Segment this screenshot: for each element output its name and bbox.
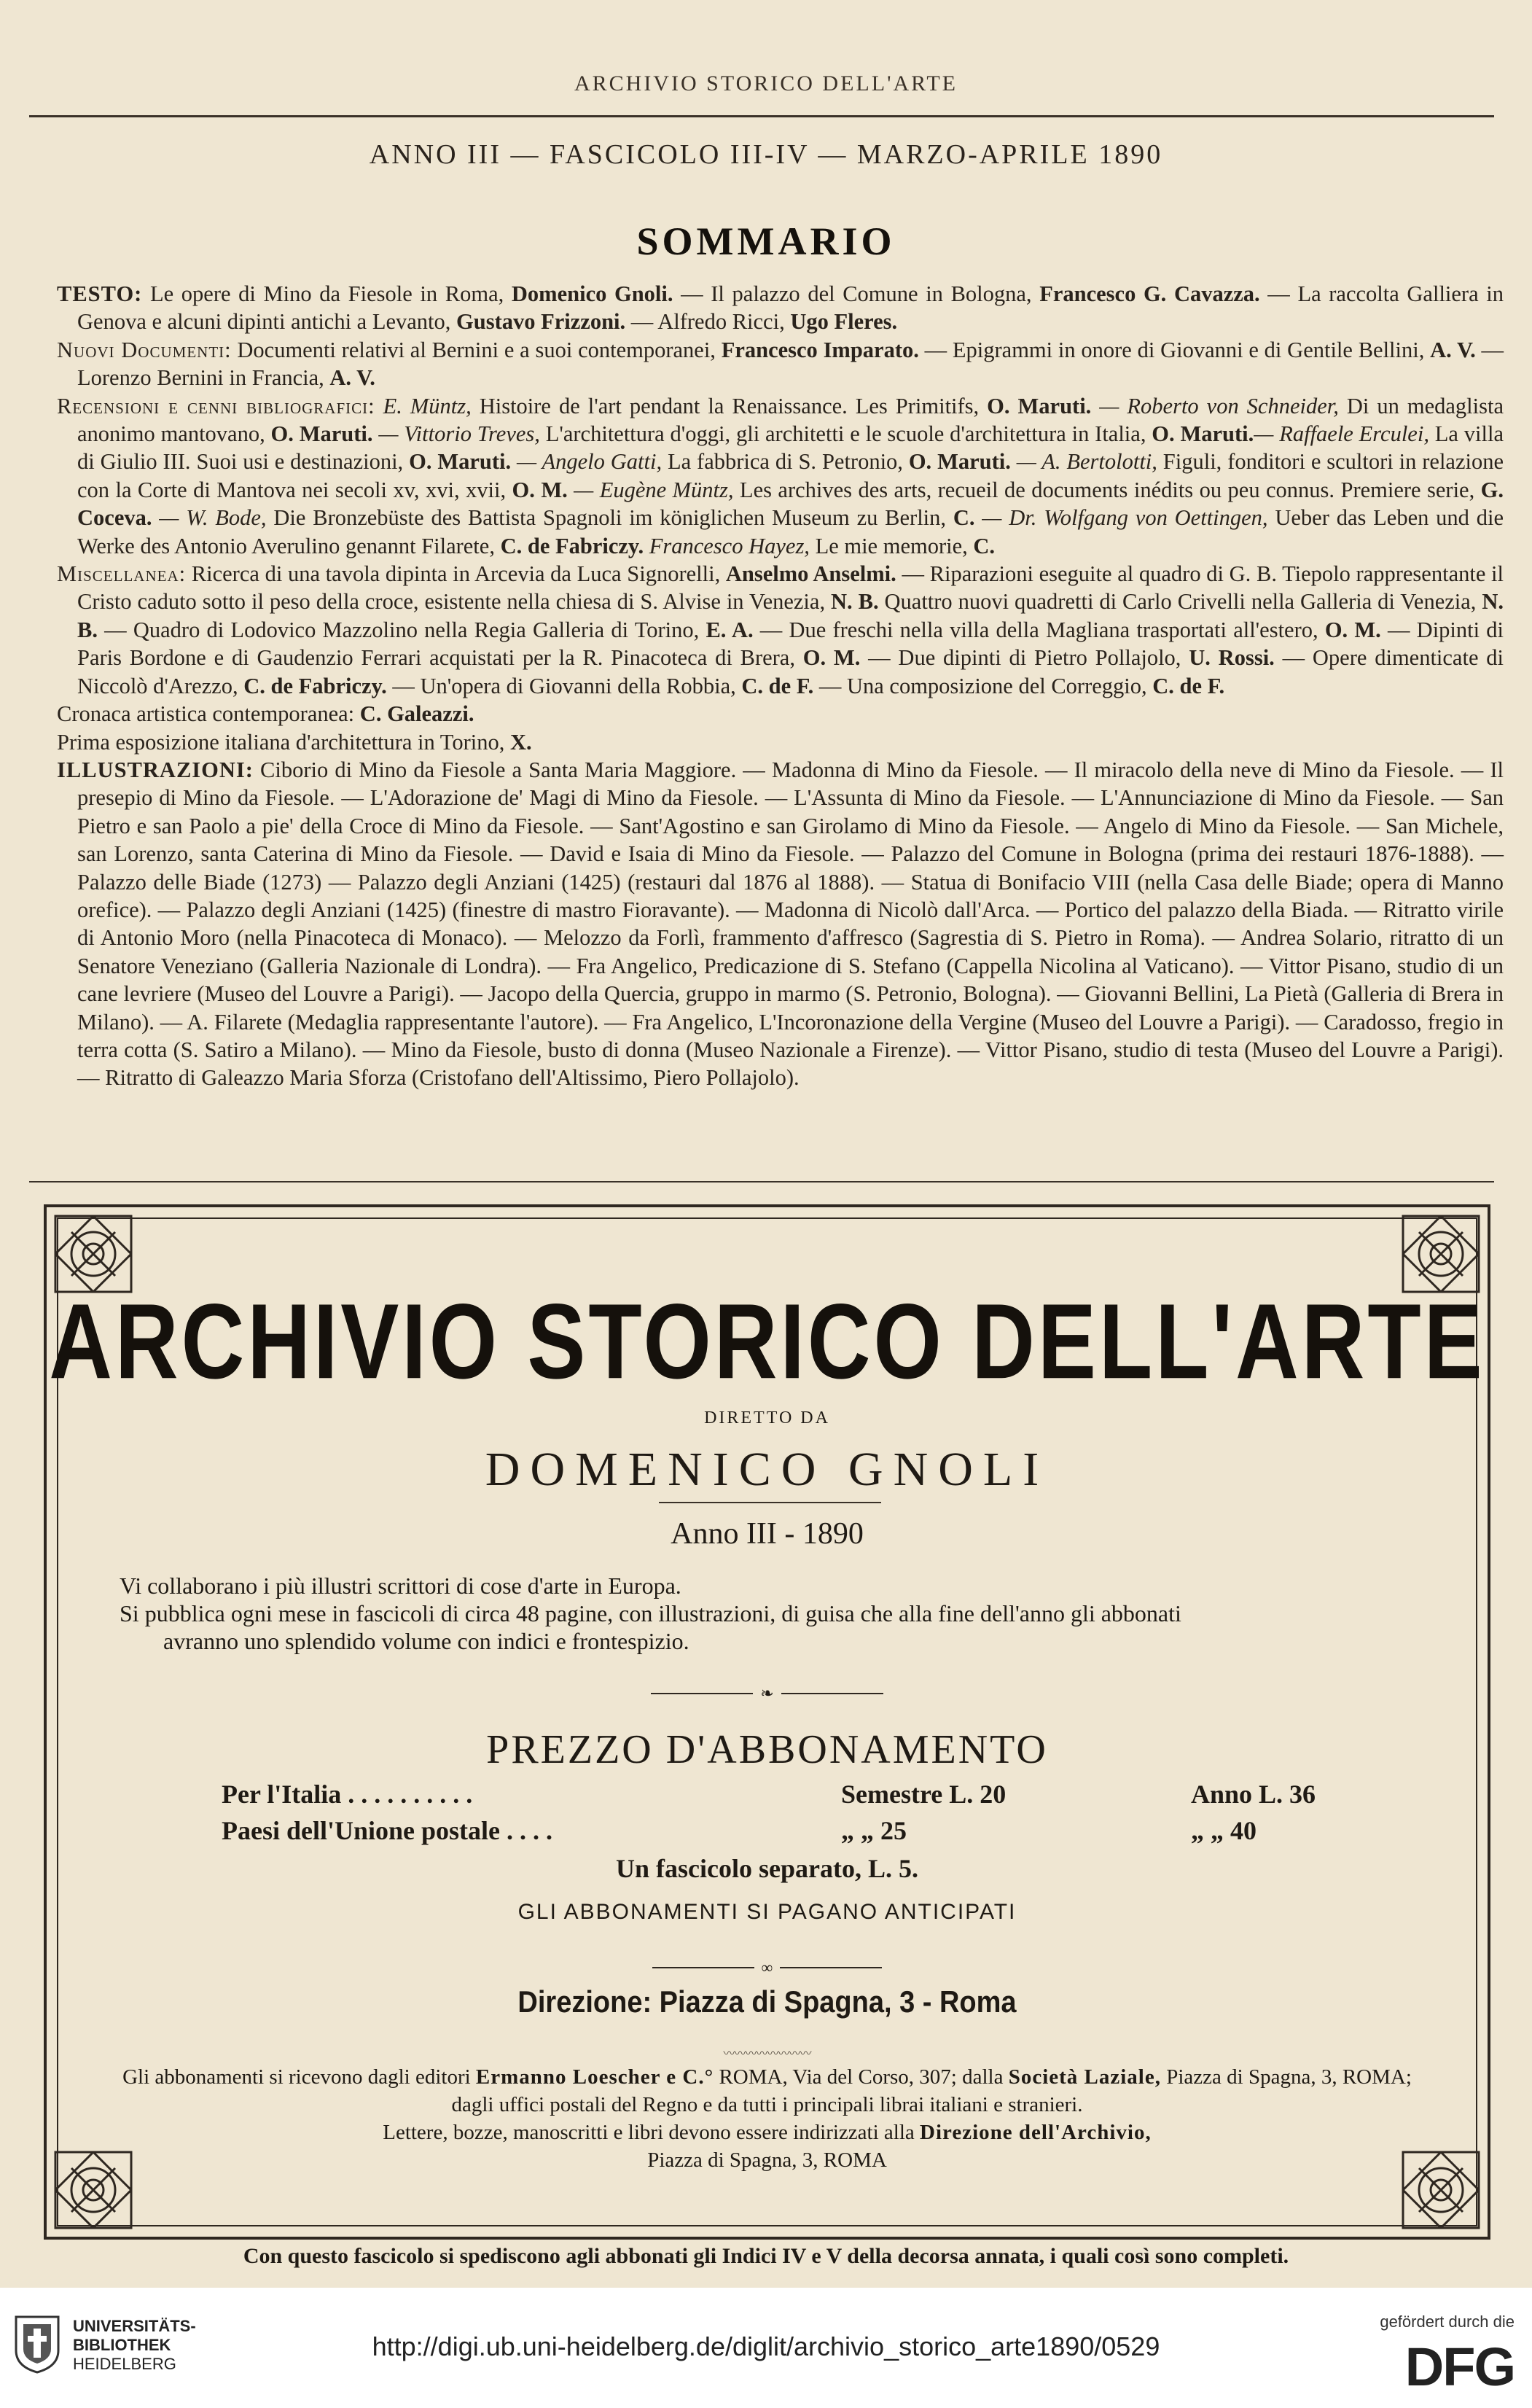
fleuron-icon: ∞ [761,1958,773,1976]
editor-underline [659,1502,881,1503]
permalink-url[interactable]: http://digi.ub.uni-heidelberg.de/diglit/archivio_storico_arte1890/0529 [372,2331,1160,2361]
wavy-rule: 〰〰〰〰〰〰〰〰 [723,2048,811,2060]
price-title: PREZZO D'ABBONAMENTO [486,1727,1048,1772]
advert-diretto: DIRETTO DA [704,1408,830,1427]
table-of-contents [57,280,1504,1092]
running-head: ARCHIVIO STORICO DELL'ARTE [574,71,958,96]
university-name: UNIVERSITÄTS- BIBLIOTHEK HEIDELBERG [73,2317,196,2373]
section-rule [29,1181,1494,1182]
toc-miscellanea: Miscellanea: Ricerca di una tavola dipinta in Arcevia da Luca Signorelli, Anselmo Anselmi. — Riparazioni eseguite al quadro di G. B. Tiepolo rappresentante il Cristo caduto sotto il peso della croce, esistente nella chiesa di S. Alvise in Venezia, N. B. Quattro nuovi quadretti di Carlo Crivelli nella Galleria di Venezia, N. B. — Quadro di Lodovico Mazzolino nella Regia Galleria di Torino, E. A. — Due freschi nella villa della Magliana trasportati all'estero, O. M. — Dipinti di Paris Bordone e di Gaudenzio Ferrari acquistati per la R. Pinacoteca di Brera, O. M. — Due dipinti di Pietro Pollajolo, U. Rossi. — Opere dimenticate di Niccolò d'Arezzo, C. de Fabriczy. — Un'opera di Giovanni della Robbia, C. de F. — Una composizione del Correggio, C. de F. [57,561,1504,698]
toc-illustrazioni: ILLUSTRAZIONI: Ciborio di Mino da Fiesole a Santa Maria Maggiore. — Madonna di Mino da Fiesole. — Il miracolo della neve di Mino da Fiesole. — Il presepio di Mino da Fiesole. — L'Adorazione de' Magi di Mino da Fiesole. — L'Assunta di Mino da Fiesole. — L'Annunciazione di Mino da Fiesole. — San Pietro e san Paolo a pie' della Croce di Mino da Fiesole. — Sant'Agostino e san Girolamo di Mino da Fiesole. — Angelo di Mino da Fiesole. — San Michele, san Lorenzo, santa Caterina di Mino da Fiesole. — David e Isaia di Mino da Fiesole. — Palazzo del Comune in Bologna (prima dei restauri 1876-1888). — Palazzo delle Biade (1273) — Palazzo degli Anziani (1425) (restauri dal 1876 al 1888). — Statua di Bonifacio VIII (nella Casa delle Biade; opera di Manno orefice). — Palazzo degli Anziani (1425) (finestre di mastro Fioravante). — Madonna di Nicolò dall'Arca. — Portico del palazzo della Biada. — Ritratto virile di Antonio Moro (nella Pinacoteca di Monaco). — Melozzo da Forlì, frammento d'affresco (Sagrestia di S. Pietro in Roma). — Andrea Solario, ritratto di un Senatore Veneziano (Galleria Nazionale di Londra). — Fra Angelico, Predicazione di S. Stefano (Cappella Nicolina al Vaticano). — Vittor Pisano, studio di un cane levriere (Museo del Louvre a Parigi). — Jacopo della Quercia, gruppo in marmo (S. Petronio, Bologna). — Giovanni Bellini, La Pietà (Galleria di Brera in Milano). — A. Filarete (Medaglia rappresentante l'autore). — Fra Angelico, L'Incoronazione della Vergine (Museo del Louvre a Parigi). — Caradosso, fregio in terra cotta (S. Satiro a Milano). — Mino da Fiesole, busto di donna (Museo Nazionale a Firenze). — Vittor Pisano, studio di testa (Museo del Louvre a Parigi). — Ritratto di Galeazzo Maria Sforza (Cristofano dell'Altissimo, Piero Pollajolo). [57,757,1504,1091]
price-row: Paesi dell'Unione postale . . . . „ „ 25 „ „ 40 [222,1816,1257,1845]
issue-line: ANNO III — FASCICOLO III-IV — MARZO-APRILE 1890 [369,139,1163,170]
divider-ornament [47,1684,1488,1703]
toc-nuovi-documenti: Nuovi Documenti: Documenti relativi al Bernini e a suoi contemporanei, Francesco Imparato. — Epigrammi in onore di Giovanni e di Gentile Bellini, A. V. — Lorenzo Bernini in Francia, A. V. [57,337,1504,391]
toc-esposizione: Prima esposizione italiana d'architettura in Torino, X. [57,729,532,755]
advance-payment-note: GLI ABBONAMENTI SI PAGANO ANTICIPATI [517,1900,1017,1924]
advert-footer: Gli abbonamenti si ricevono dagli editori Ermanno Loescher e C.° ROMA, Via del Corso, 307; dalla Società Laziale, Piazza di Spagna, 3, ROMA; dagli uffici postali del Regno e da tutti i principali librai italiani e stranieri. Lettere, bozze, manoscritti e libri devono essere indirizzati alla Direzione dell'Archivio, Piazza di Spagna, 3, ROMA [122,2065,1412,2172]
header-rule [29,115,1494,117]
fleuron-icon: ❧ [760,1684,774,1702]
single-issue-price: Un fascicolo separato, L. 5. [616,1854,918,1883]
dfg-logo: DFG [1404,2337,1515,2397]
advert-title: ARCHIVIO STORICO DELL'ARTE [49,1282,1485,1401]
toc-cronaca: Cronaca artistica contemporanea: C. Galeazzi. [57,701,474,727]
advertisement-box [44,1204,1490,2240]
digitization-footer [0,2288,1532,2408]
sommario-title: SOMMARIO [636,219,896,263]
divider-ornament [47,1958,1488,1977]
advert-intro: Vi collaborano i più illustri scrittori di cose d'arte in Europa. Si pubblica ogni mese in fascicoli di circa 48 pagine, con illustrazioni, di guisa che alla fine dell'anno gli abbonati avranno uno splendido volume con indici e frontespizio. [120,1573,1181,1654]
advert-anno: Anno III - 1890 [671,1517,864,1551]
toc-testo: TESTO: Le opere di Mino da Fiesole in Roma, Domenico Gnoli. — Il palazzo del Comune in Bologna, Francesco G. Cavazza. — La raccolta Galliera in Genova e alcuni dipinti antichi a Levanto, Gustavo Frizzoni. — Alfredo Ricci, Ugo Fleres. [57,281,1504,335]
price-row: Per l'Italia . . . . . . . . . . Semestre L. 20 Anno L. 36 [222,1780,1316,1809]
toc-recensioni: Recensioni e cenni bibliografici: E. Müntz, Histoire de l'art pendant la Renaissance. Les Primitifs, O. Maruti. — Roberto von Schneider, Di un medaglista anonimo mantovano, O. Maruti. — Vittorio Treves, L'architettura d'oggi, gli architetti e le scuole d'architettura in Italia, O. Maruti.— Raffaele Erculei, La villa di Giulio III. Suoi usi e destinazioni, O. Maruti. — Angelo Gatti, La fabbrica di S. Petronio, O. Maruti. — A. Bertolotti, Figuli, fonditori e scultori in relazione con la Corte di Mantova nei secoli xv, xvi, xvii, O. M. — Eugène Müntz, Les archives des arts, recueil de documents inédits ou peu connus. Premiere serie, G. Coceva. — W. Bode, Die Bronzebüste des Battista Spagnoli im königlichen Museum zu Berlin, C. — Dr. Wolfgang von Oettingen, Ueber das Leben und die Werke des Antonio Averulino genannt Filarete, C. de Fabriczy. Francesco Hayez, Le mie memorie, C. [57,393,1504,558]
funded-by-label: gefördert durch die [1380,2312,1515,2331]
indices-notice: Con questo fascicolo si spediscono agli abbonati gli Indici IV e V della decorsa annata, i quali così sono completi. [243,2244,1289,2268]
direzione-address: Direzione: Piazza di Spagna, 3 - Roma [517,1985,1017,2020]
advert-editor: DOMENICO GNOLI [485,1443,1050,1496]
